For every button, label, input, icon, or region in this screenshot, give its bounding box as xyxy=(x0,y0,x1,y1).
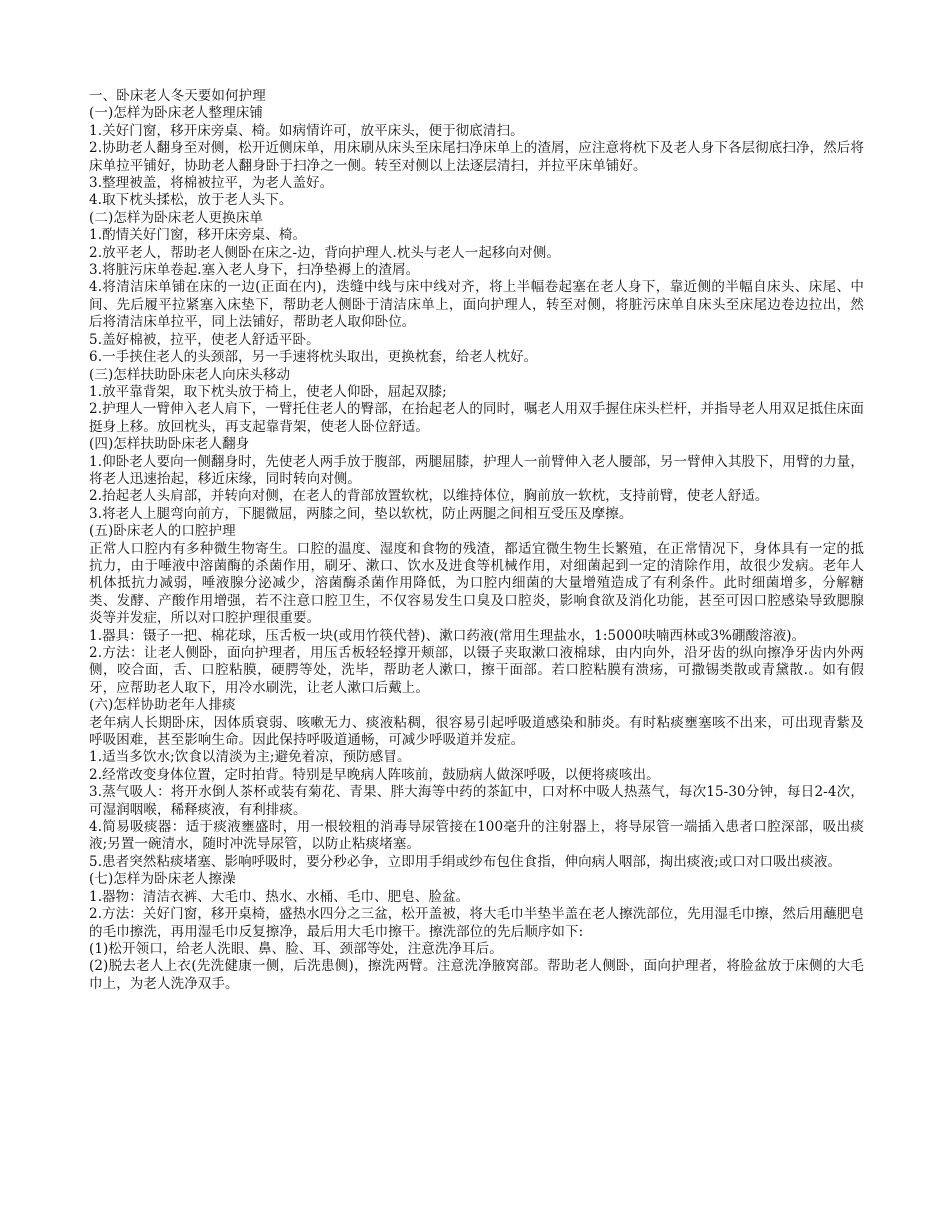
paragraph: 1.仰卧老人要向一侧翻身时，先使老人两手放于腹部，两腿屈膝，护理人一前臂伸入老人腰部，另一臂伸入其股下，用臂的力量，将老人迅速抬起，移近床缘，同时转向对侧。 xyxy=(89,453,864,487)
section-heading: (二)怎样为卧床老人更换床单 xyxy=(89,209,263,226)
paragraph: 2.方法：让老人侧卧，面向护理者，用压舌板轻轻撑开颊部，以镊子夹取漱口液棉球，由内向外，沿牙齿的纵向擦净牙齿内外两侧，咬合面，舌、口腔粘膜，硬腭等处，洗毕，帮助老人漱口，擦干面部。若口腔粘膜有溃疡，可撒锡类散或青黛散.。如有假牙，应帮助老人取下，用冷水刷洗，让老人漱口后戴上。 xyxy=(89,645,864,696)
paragraph: 1.器具：镊子一把、棉花球，压舌板一块(或用竹筷代替)、漱口药液(常用生理盐水，1:5000呋喃西林或3%硼酸溶液)。 xyxy=(89,627,806,644)
paragraph: 2.方法：关好门窗，移开桌椅，盛热水四分之三盆，松开盖被，将大毛巾半垫半盖在老人擦洗部位，先用湿毛巾擦，然后用蘸肥皂的毛巾擦洗，再用湿毛巾反复擦净，最后用大毛巾擦干。擦洗部位的先后顺序如下: xyxy=(89,906,864,940)
section-heading: (五)卧床老人的口腔护理 xyxy=(89,523,236,540)
paragraph: (2)脱去老人上衣(先洗健康一侧，后洗患侧)，擦洗两臂。注意洗净腋窝部。帮助老人侧卧，面向护理者，将脸盆放于床侧的大毛巾上，为老人洗净双手。 xyxy=(89,958,864,992)
paragraph: 6.一手挟住老人的头颈部，另一手速将枕头取出，更换枕套，给老人枕好。 xyxy=(89,349,538,366)
paragraph: 2.协助老人翻身至对侧，松开近侧床单，用床刷从床头至床尾扫净床单上的渣屑，应注意将枕下及老人身下各层彻底扫净，然后将床单拉平铺好，协助老人翻身卧于扫净之一侧。转至对侧以上法逐层清扫，并拉平床单铺好。 xyxy=(89,140,864,174)
paragraph: 1.关好门窗，移开床旁桌、椅。如病情许可，放平床头，便于彻底清扫。 xyxy=(89,122,524,139)
paragraph: 5.盖好棉被，拉平，使老人舒适平卧。 xyxy=(89,331,320,348)
section-heading: (三)怎样扶助卧床老人向床头移动 xyxy=(89,366,291,383)
section-heading: (四)怎样扶助卧床老人翻身 xyxy=(89,436,250,453)
paragraph: 2.经常改变身体位置，定时拍背。特别是早晚病人阵咳前，鼓励病人做深呼吸，以便将痰咳出。 xyxy=(89,766,660,783)
section-heading: (六)怎样协助老年人排痰 xyxy=(89,697,236,714)
document-body xyxy=(89,88,864,993)
paragraph: 2.抬起老人头肩部，并转向对侧，在老人的背部放置软枕，以维持体位，胸前放一软枕，支持前臂，使老人舒适。 xyxy=(89,488,769,505)
paragraph: 3.蒸气吸人：将开水倒人茶杯或装有菊花、青果、胖大海等中药的茶缸中，口对杯中吸人热蒸气，每次15-30分钟，每日2-4次，可湿润咽喉，稀释痰液，有利排痰。 xyxy=(89,784,864,818)
paragraph: 正常人口腔内有多种微生物寄生。口腔的温度、湿度和食物的残渣，都适宜微生物生长繁殖，在正常情况下，身体具有一定的抵抗力，由于唾液中溶菌酶的杀菌作用，刷牙、漱口、饮水及进食等机械作用，对细菌起到一定的清除作用，故很少发病。老年人机体抵抗力减弱，唾液腺分泌减少，溶菌酶杀菌作用降低，为口腔内细菌的大量增殖造成了有利条件。此时细菌增多，分解糖类、发酵、产酸作用增强，若不注意口腔卫生，不仅容易发生口臭及口腔炎，影响食欲及消化功能，甚至可因口腔感染导致腮腺炎等并发症，所以对口腔护理很重要。 xyxy=(89,540,864,627)
paragraph: (1)松开领口，给老人洗眼、鼻、脸、耳、颈部等处，注意洗净耳后。 xyxy=(89,940,503,957)
section-heading: (一)怎样为卧床老人整理床铺 xyxy=(89,105,263,122)
paragraph: 4.取下枕头揉松，放于老人头下。 xyxy=(89,192,293,209)
document-title: 一、卧床老人冬天要如何护理 xyxy=(89,88,266,104)
paragraph: 1.器物：清洁衣裤、大毛巾、热水、水桶、毛巾、肥皂、脸盆。 xyxy=(89,888,470,905)
paragraph: 5.患者突然粘痰堵塞、影响呼吸时，要分秒必争，立即用手绢或纱布包住食指，伸向病人咽部，掏出痰液;或口对口吸出痰液。 xyxy=(89,853,842,870)
paragraph: 1.适当多饮水;饮食以清淡为主;避免着凉，预防感冒。 xyxy=(89,749,411,766)
paragraph: 1.放平靠背架，取下枕头放于椅上，使老人仰卧，屈起双膝; xyxy=(89,383,447,400)
paragraph: 3.整理被盖，将棉被拉平，为老人盖好。 xyxy=(89,175,334,192)
paragraph: 3.将老人上腿弯向前方，下腿微屈，两膝之间，垫以软枕，防止两腿之间相互受压及摩擦。 xyxy=(89,505,633,522)
paragraph: 4.将清洁床单铺在床的一边(正面在内)，迭缝中线与床中线对齐，将上半幅卷起塞在老人身下，靠近侧的半幅自床头、床尾、中间、先后履平拉紧塞入床垫下，帮助老人侧卧于清洁床单上，面向护理人，转至对侧，将脏污床单自床头至床尾边卷边拉出，然后将清洁床单拉平，同上法铺好，帮助老人取仰卧位。 xyxy=(89,279,864,331)
section-heading: (七)怎样为卧床老人擦澡 xyxy=(89,871,236,888)
paragraph: 2.放平老人，帮助老人侧卧在床之-边，背向护理人.枕头与老人一起移向对侧。 xyxy=(89,244,560,261)
paragraph: 老年病人长期卧床，因体质衰弱、咳嗽无力、痰液粘稠，很容易引起呼吸道感染和肺炎。有时粘痰壅塞咳不出来，可出现青紫及呼吸困难，甚至影响生命。因此保持呼吸道通畅，可减少呼吸道并发症。 xyxy=(89,714,864,749)
paragraph: 2.护理人一臂伸入老人肩下，一臂托住老人的臀部，在抬起老人的同时，嘱老人用双手握住床头栏杆，并指导老人用双足抵住床面挺身上移。放回枕头，再支起靠背架，使老人卧位舒适。 xyxy=(89,401,864,435)
paragraph: 1.酌情关好门窗，移开床旁桌、椅。 xyxy=(89,227,307,244)
paragraph: 3.将脏污床单卷起.塞入老人身下，扫净垫褥上的渣屑。 xyxy=(89,262,420,279)
paragraph: 4.简易吸痰器：适于痰液壅盛时，用一根较粗的消毒导尿管接在100毫升的注射器上，将导尿管一端插入患者口腔深部，吸出痰液;另置一碗清水，随时冲洗导尿管，以防止粘痰堵塞。 xyxy=(89,819,864,853)
